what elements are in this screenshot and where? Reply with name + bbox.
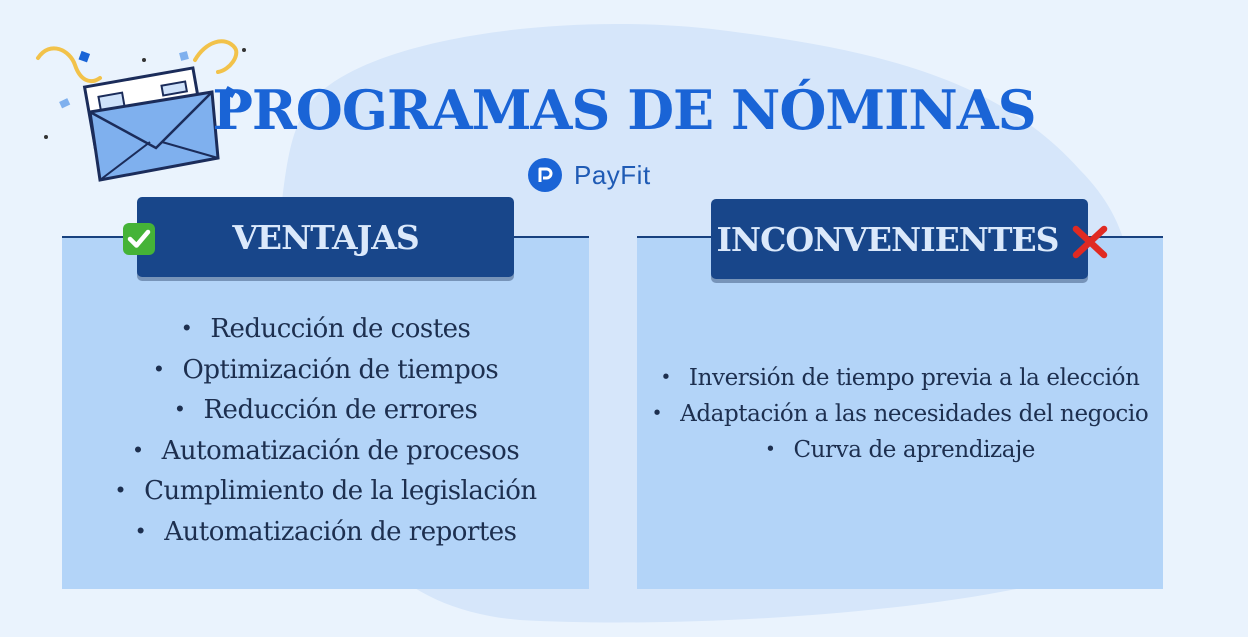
inconvenientes-label-text: INCONVENIENTES	[716, 219, 1059, 259]
list-item: • Reducción de errores	[62, 390, 589, 431]
brand	[528, 157, 651, 193]
list-item: • Automatización de reportes	[62, 512, 589, 553]
ventajas-label-text: VENTAJAS	[232, 217, 419, 257]
brand-name: PayFit	[574, 159, 651, 190]
inconvenientes-list	[637, 360, 1163, 468]
ventajas-list	[62, 309, 589, 552]
list-item: • Curva de aprendizaje	[637, 432, 1163, 468]
inconvenientes-label	[711, 199, 1088, 279]
list-item: • Reducción de costes	[62, 309, 589, 350]
ventajas-label	[137, 197, 514, 277]
list-item: • Optimización de tiempos	[62, 350, 589, 391]
list-item: • Adaptación a las necesidades del negocio	[637, 396, 1163, 432]
list-item: • Automatización de procesos	[62, 431, 589, 472]
check-icon	[122, 222, 156, 256]
list-item: • Inversión de tiempo previa a la elección	[637, 360, 1163, 396]
cross-icon	[1070, 224, 1110, 260]
payfit-logo-icon	[528, 158, 562, 192]
page-title: PROGRAMAS DE NÓMINAS	[212, 78, 1036, 142]
list-item: • Cumplimiento de la legislación	[62, 471, 589, 512]
